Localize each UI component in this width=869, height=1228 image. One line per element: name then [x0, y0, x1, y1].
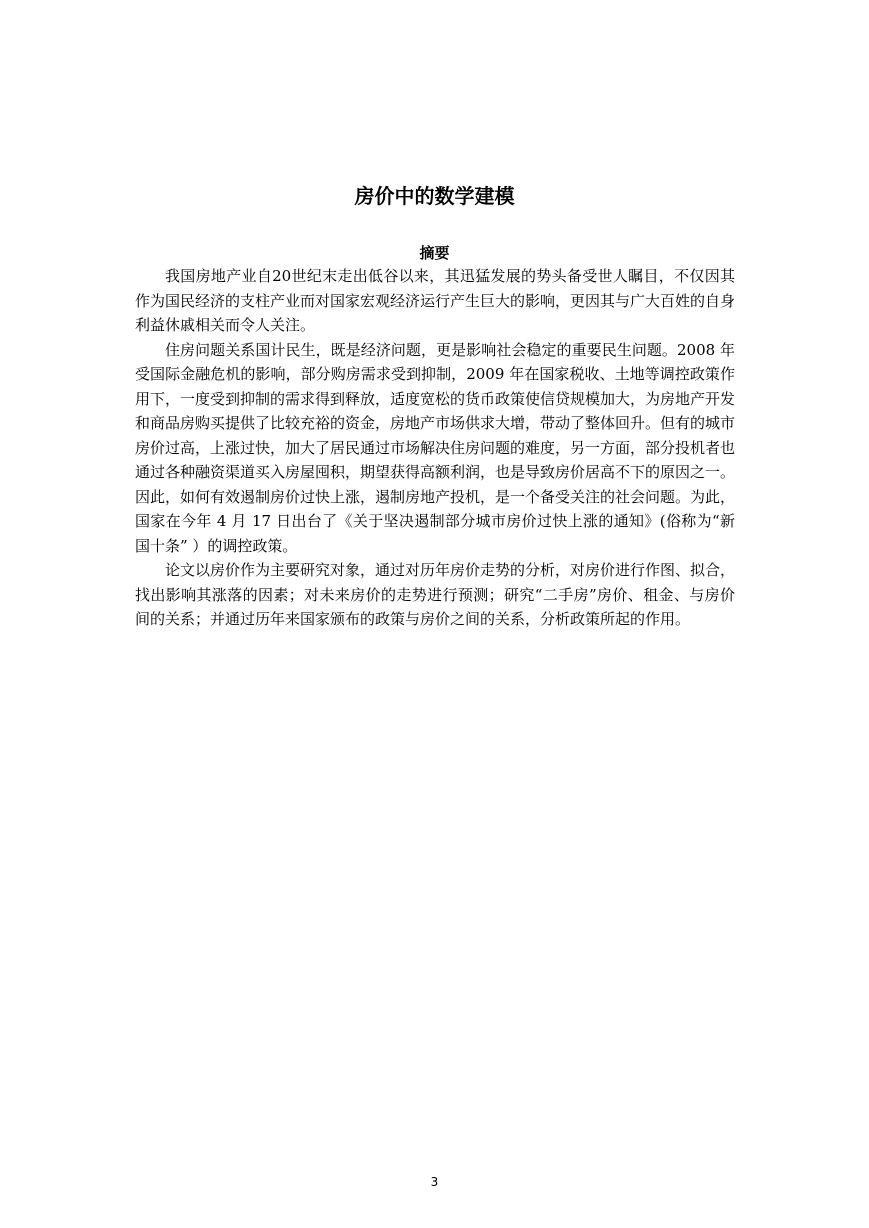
abstract-body	[135, 264, 735, 632]
abstract-paragraph-3: 论文以房价作为主要研究对象，通过对历年房价走势的分析，对房价进行作图、拟合，找出影响其涨落的因素；对未来房价的走势进行预测；研究“二手房”房价、租金、与房价间的关系；并通过历年来国家颁布的政策与房价之间的关系，分析政策所起的作用。	[135, 561, 736, 628]
abstract-paragraph-2: 住房问题关系国计民生，既是经济问题，更是影响社会稳定的重要民生问题。2008 年受国际金融危机的影响，部分购房需求受到抑制，2009 年在国家税收、土地等调控政策作用下，一度受到抑制的需求得到释放，适度宽松的货币政策使信贷规模加大，为房地产开发和商品房购买提供了比较充裕的资金，房地产市场供求大增，带动了整体回升。但有的城市房价过高，上涨过快，加大了居民通过市场解决住房问题的难度，另一方面，部分投机者也通过各种融资渠道买入房屋囤积，期望获得高额利润，也是导致房价居高不下的原因之一。因此，如何有效遏制房价过快上涨，遏制房地产投机，是一个备受关注的社会问题。为此，国家在今年 4 月 17 日出台了《关于坚决遏制部分城市房价过快上涨的通知》(俗称为“新国十条” ）的调控政策。	[135, 340, 736, 555]
abstract-paragraph-1: 我国房地产业自20世纪末走出低谷以来，其迅猛发展的势头备受世人瞩目，不仅因其作为国民经济的支柱产业而对国家宏观经济运行产生巨大的影响，更因其与广大百姓的自身利益休戚相关而令人关注。	[135, 267, 736, 334]
document-title: 房价中的数学建模	[354, 184, 515, 208]
page-number: 3	[430, 1175, 439, 1189]
abstract-heading: 摘要	[419, 244, 450, 262]
